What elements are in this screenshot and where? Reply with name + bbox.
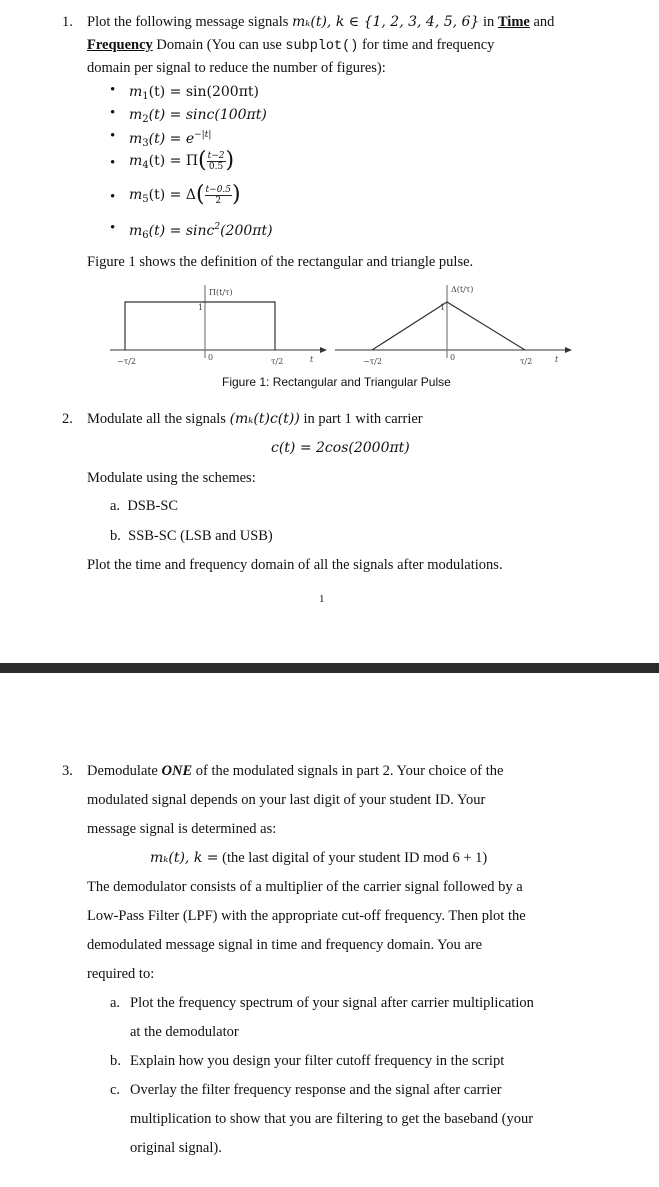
tri-tick-left: −τ/2	[363, 357, 382, 366]
signal-m4: $m_4(t) = \Pi$( $\frac{t-2}{0.5}$ )	[129, 148, 235, 173]
rect-tick-left: −τ/2	[117, 357, 136, 366]
page-number: 1	[319, 593, 325, 605]
rect-pulse-label: Π(t/τ)	[209, 288, 233, 297]
tri-axis-arrow	[565, 347, 572, 353]
bullet: •	[110, 155, 116, 171]
q1-line-3: domain per signal to reduce the number of figures):	[87, 60, 386, 76]
bullet: •	[110, 105, 116, 121]
bullet: •	[110, 220, 116, 236]
q3-item-c-line-2: multiplication to show that you are filtering to get the baseband (your	[130, 1111, 534, 1127]
rect-t-label: t	[310, 355, 314, 364]
rect-tick-right: τ/2	[271, 357, 284, 366]
q2-number: 2.	[62, 411, 73, 427]
q3-item-a-label: a.	[110, 995, 121, 1011]
q3-number: 3.	[62, 763, 73, 779]
tri-tick-zero: 0	[450, 353, 456, 362]
scheme-item-b: b. SSB-SC (LSB and USB)	[110, 528, 273, 544]
q1-line-2: Frequency Domain (You can use subplot() for time and frequency	[87, 37, 495, 54]
tri-pulse-label: Δ(t/τ)	[451, 285, 474, 294]
signal-m5: $m_5(t) = \Delta$( $\frac{t-0.5}{2}$ )	[129, 182, 241, 207]
tri-pulse-plot	[335, 285, 572, 366]
q3-para-2: Low-Pass Filter (LPF) with the appropriate cut-off frequency. Then plot the	[87, 908, 526, 924]
q1-number: 1.	[62, 14, 73, 30]
q3-line-3: message signal is determined as:	[87, 821, 277, 837]
rect-axis-arrow	[320, 347, 327, 353]
figure-1	[95, 280, 585, 375]
q3-item-c-line-1: Overlay the filter frequency response and the signal after carrier	[130, 1082, 502, 1098]
tri-tick-one: 1	[440, 303, 446, 312]
signal-m1: $m_1(t) = \sin(200\pi t)$	[129, 84, 259, 102]
scheme-item-a: a. DSB-SC	[110, 498, 179, 514]
signal-m2: $m_2(t) = \sin c(100\pi t)$	[129, 107, 267, 125]
q2-line-1: Modulate all the signals (mₖ(t)c(t)) in part 1 with carrier	[87, 411, 423, 427]
tri-tick-right: τ/2	[520, 357, 533, 366]
q3-item-b-line-1: Explain how you design your filter cutoff frequency in the script	[130, 1053, 505, 1069]
rect-tick-zero: 0	[208, 353, 214, 362]
rect-tick-one: 1	[198, 303, 204, 312]
q1-line-1: Plot the following message signals mₖ(t), k ∈ {1, 2, 3, 4, 5, 6} in Time and	[87, 14, 555, 30]
q3-line-1: Demodulate ONE of the modulated signals in part 2. Your choice of the	[87, 763, 504, 779]
q3-item-c-label: c.	[110, 1082, 121, 1098]
signal-m3: $m_3(t) = e^{-|t|}$	[129, 130, 212, 149]
q3-item-c-line-3: original signal).	[130, 1140, 222, 1156]
q3-para-3: demodulated message signal in time and frequency domain. You are	[87, 937, 483, 953]
tri-t-label: t	[555, 355, 559, 364]
page-divider	[0, 663, 659, 673]
q3-line-2: modulated signal depends on your last digit of your student ID. Your	[87, 792, 486, 808]
q3-item-a-line-1: Plot the frequency spectrum of your signal after carrier multiplication	[130, 995, 534, 1011]
plot-instruction: Plot the time and frequency domain of all the signals after modulations.	[87, 557, 503, 573]
q3-para-1: The demodulator consists of a multiplier of the carrier signal followed by a	[87, 879, 523, 895]
schemes-intro: Modulate using the schemes:	[87, 470, 256, 486]
signal-m6: $m_6(t) = \sin c^2(200\pi t)$	[129, 222, 273, 241]
figure-intro: Figure 1 shows the definition of the rectangular and triangle pulse.	[87, 254, 474, 270]
carrier-equation: c(t) = 2cos(2000πt)	[271, 440, 410, 456]
rect-pulse-plot	[110, 285, 327, 366]
bullet: •	[110, 128, 116, 144]
tri-pulse	[372, 302, 525, 350]
q3-item-a-line-2: at the demodulator	[130, 1024, 239, 1040]
q3-para-4: required to:	[87, 966, 155, 982]
bullet: •	[110, 82, 116, 98]
k-formula: mₖ(t), k = (the last digital of your student ID mod 6 + 1)	[150, 850, 488, 866]
q3-item-b-label: b.	[110, 1053, 121, 1069]
bullet: •	[110, 189, 116, 205]
figure-caption: Figure 1: Rectangular and Triangular Pulse	[222, 375, 451, 389]
